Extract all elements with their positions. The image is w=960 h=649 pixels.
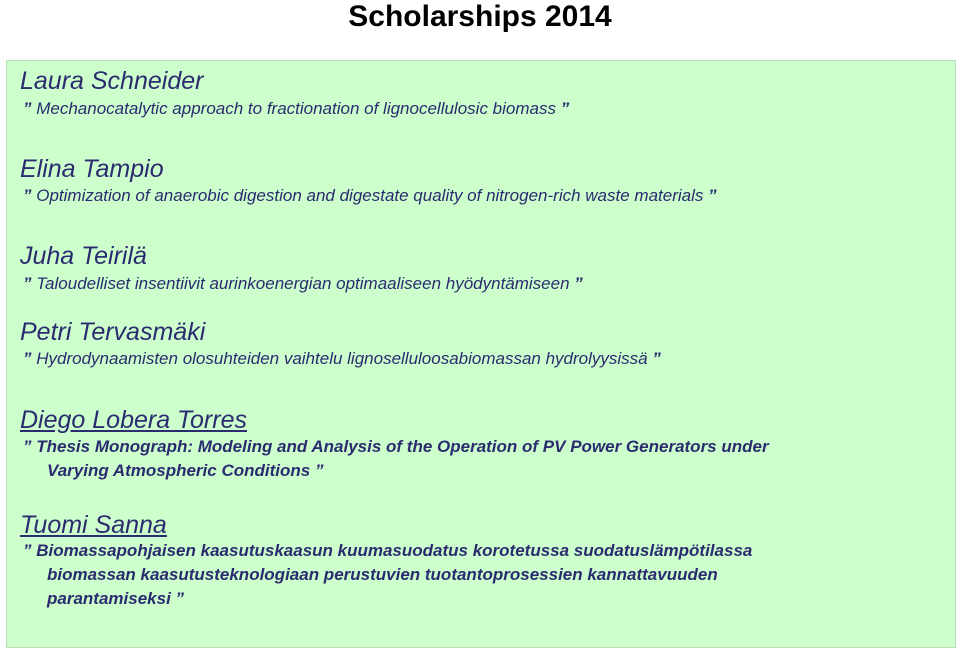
thesis-line: Hydrodynaamisten olosuhteiden vaihtelu lignoselluloosabiomassan hydrolyysissä [36, 349, 648, 368]
thesis-title-continued [47, 563, 718, 587]
thesis-title [23, 539, 752, 563]
recipient-name: Petri Tervasmäki [20, 318, 206, 346]
recipient-name: Laura Schneider [20, 67, 204, 95]
thesis-line: Thesis Monograph: Modeling and Analysis of the Operation of PV Power Generators under [36, 437, 769, 456]
thesis-line: Mechanocatalytic approach to fractionation of lignocellulosic biomass [36, 99, 556, 118]
thesis-title [23, 184, 717, 208]
open-quote: ” [23, 437, 32, 456]
close-quote: ” [314, 461, 324, 480]
recipient-name: Juha Teirilä [20, 242, 147, 270]
recipient-name: Tuomi Sanna [20, 511, 167, 539]
thesis-title [23, 435, 769, 459]
scholarship-list [6, 60, 956, 648]
open-quote: ” [23, 541, 32, 560]
thesis-line: Varying Atmospheric Conditions [47, 461, 311, 480]
thesis-title-continued [47, 459, 323, 483]
open-quote: ” [23, 349, 32, 368]
recipient-name: Elina Tampio [20, 155, 164, 183]
recipient-name: Diego Lobera Torres [20, 406, 247, 434]
thesis-line: Taloudelliset insentiivit aurinkoenergian optimaaliseen hyödyntämiseen [36, 274, 570, 293]
open-quote: ” [23, 99, 32, 118]
open-quote: ” [23, 274, 32, 293]
close-quote: ” [652, 349, 661, 368]
thesis-title [23, 97, 569, 121]
thesis-title-continued [47, 587, 184, 611]
close-quote: ” [560, 99, 570, 118]
thesis-title [23, 347, 661, 371]
open-quote: ” [23, 186, 32, 205]
thesis-line: Optimization of anaerobic digestion and digestate quality of nitrogen-rich waste materials [36, 186, 704, 205]
thesis-title [23, 272, 583, 296]
close-quote: ” [175, 589, 185, 608]
thesis-line: biomassan kaasutusteknologiaan perustuvien tuotantoprosessien kannattavuuden [47, 565, 718, 584]
thesis-line: parantamiseksi [47, 589, 171, 608]
page-title: Scholarships 2014 [348, 0, 612, 33]
thesis-line: Biomassapohjaisen kaasutuskaasun kuumasuodatus korotetussa suodatuslämpötilassa [36, 541, 753, 560]
close-quote: ” [708, 186, 717, 205]
close-quote: ” [574, 274, 583, 293]
